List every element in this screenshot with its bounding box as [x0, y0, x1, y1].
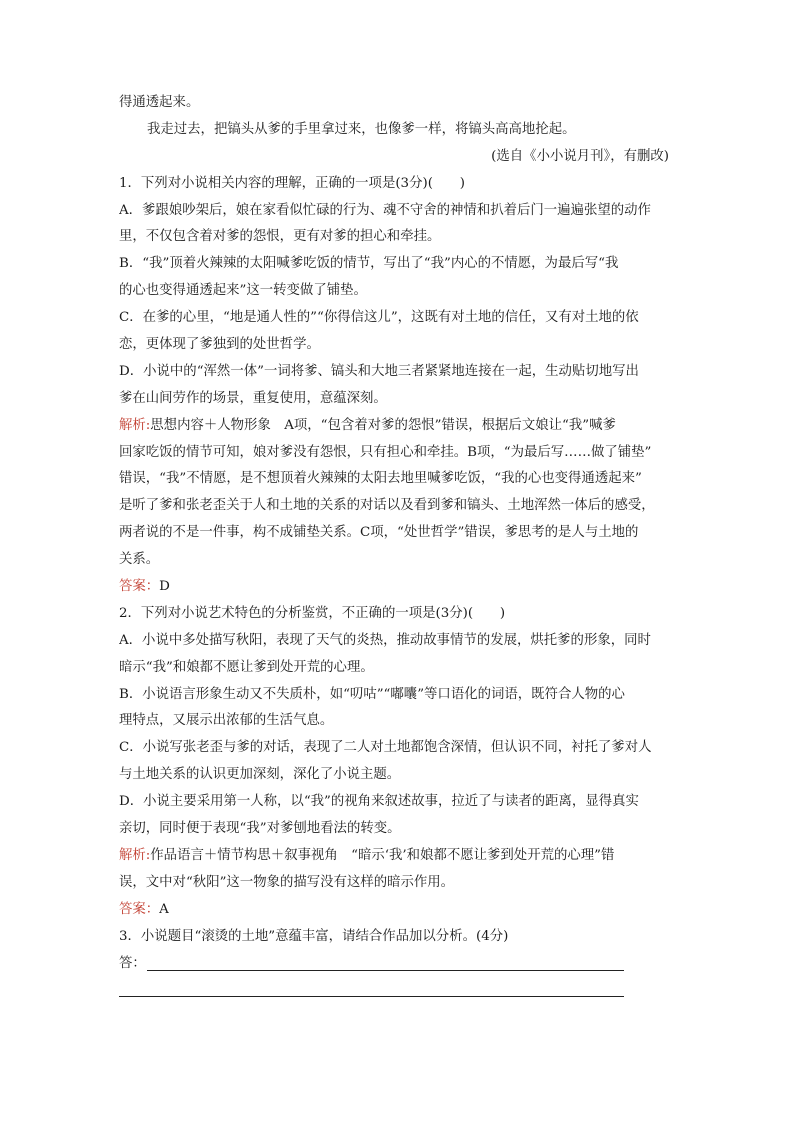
q1-option-b: B．“我”顶着火辣辣的太阳喊爹吃饭的情节，写出了“我”内心的不情愿，为最后写“我 [119, 256, 619, 272]
q1-option-a: A．爹跟娘吵架后，娘在家看似忙碌的行为、魂不守舍的神情和扒着后门一遍遍张望的动作 [119, 202, 651, 218]
source-note: (选自《小小说月刊》，有删改) [491, 148, 669, 164]
answer-label: 答案： [119, 901, 160, 917]
q2-analysis-cont: 误，文中对“秋阳”这一物象的描写没有这样的暗示作用。 [119, 874, 455, 890]
q1-analysis-cont: 是听了爹和张老歪关于人和土地的关系的对话以及看到爹和镐头、土地浑然一体后的感受， [119, 498, 655, 514]
q2-option-d-cont: 亲切，同时便于表现“我”对爹刨地看法的转变。 [119, 821, 401, 837]
analysis-text: 思想内容＋人物形象 A项，“包含着对爹的怨恨”错误，根据后文娘让“我”喊爹 [150, 417, 616, 433]
q1-option-b-cont: 的心也变得通透起来”这一转变做了铺垫。 [119, 283, 367, 299]
q1-option-d-cont: 爹在山间劳作的场景，重复使用，意蕴深刻。 [119, 390, 387, 406]
q1-option-d: D．小说中的“浑然一体”一词将爹、镐头和大地三者紧紧地连接在一起，生动贴切地写出 [119, 363, 639, 379]
answer-label: 答案： [119, 579, 160, 595]
answer-area-line-2[interactable] [119, 977, 675, 1004]
q1-analysis-line [119, 413, 675, 440]
q1-option-c-cont: 恋，更体现了爹独到的处世哲学。 [119, 337, 320, 353]
q2-analysis-line [119, 843, 675, 870]
q1-analysis-cont: 关系。 [119, 552, 160, 568]
q1-analysis-cont: 错误，“我”不情愿，是不想顶着火辣辣的太阳去地里喊爹吃饭，“我的心也变得通透起来” [119, 471, 642, 487]
q2-answer-line [119, 897, 675, 924]
q1-option-c: C．在爹的心里，“地是通人性的”“你得信这儿”，这既有对土地的信任，又有对土地的依 [119, 310, 639, 326]
answer-value: D [159, 579, 170, 595]
answer-value: A [159, 901, 169, 917]
document-body [119, 90, 675, 1004]
q1-analysis-cont: 两者说的不是一件事，构不成铺垫关系。C项，“处世哲学”错误，爹思考的是人与土地的 [119, 525, 639, 541]
q1-analysis-cont: 回家吃饭的情节可知，娘对爹没有怨恨，只有担心和牵挂。B项，“为最后写……做了铺垫” [119, 444, 652, 460]
q2-option-b: B．小说语言形象生动又不失质朴，如“叨咕”“嘟囔”等口语化的词语，既符合人物的心 [119, 686, 625, 702]
response-label: 答： [119, 955, 146, 971]
text-line: 得通透起来。 [119, 95, 200, 110]
q2-option-a-cont: 暗示“我”和娘都不愿让爹到处开荒的心理。 [119, 659, 374, 675]
q2-option-a: A．小说中多处描写秋阳，表现了天气的炎热，推动故事情节的发展，烘托爹的形象，同时 [119, 632, 651, 648]
question-2-stem: 2．下列对小说艺术特色的分析鉴赏，不正确的一项是(3分)( ) [119, 605, 506, 621]
q1-option-a-cont: 里，不仅包含着对爹的怨恨，更有对爹的担心和牵挂。 [119, 229, 441, 245]
answer-rule [119, 996, 624, 997]
answer-rule [147, 970, 624, 971]
q2-option-d: D．小说主要采用第一人称，以“我”的视角来叙述故事，拉近了与读者的距离，显得真实 [119, 794, 639, 810]
analysis-label: 解析: [119, 847, 151, 863]
question-1-stem: 1．下列对小说相关内容的理解，正确的一项是(3分)( ) [119, 175, 465, 191]
analysis-label: 解析: [119, 417, 151, 433]
question-3-stem: 3．小说题目“滚烫的土地”意蕴丰富，请结合作品加以分析。(4分) [119, 928, 509, 944]
answer-area-line-1[interactable] [119, 951, 675, 978]
q2-option-c-cont: 与土地关系的认识更加深刻，深化了小说主题。 [119, 767, 401, 783]
analysis-text: 作品语言＋情节构思＋叙事视角 “暗示‘我’和娘都不愿让爹到处开荒的心理”错 [150, 847, 615, 863]
q2-option-c: C．小说写张老歪与爹的对话，表现了二人对土地都饱含深情，但认识不同，衬托了爹对人 [119, 740, 652, 756]
q2-option-b-cont: 理特点，又展示出浓郁的生活气息。 [119, 713, 334, 729]
q1-answer-line [119, 574, 675, 601]
text-line: 我走过去，把镐头从爹的手里拿过来，也像爹一样，将镐头高高地抡起。 [147, 121, 576, 137]
